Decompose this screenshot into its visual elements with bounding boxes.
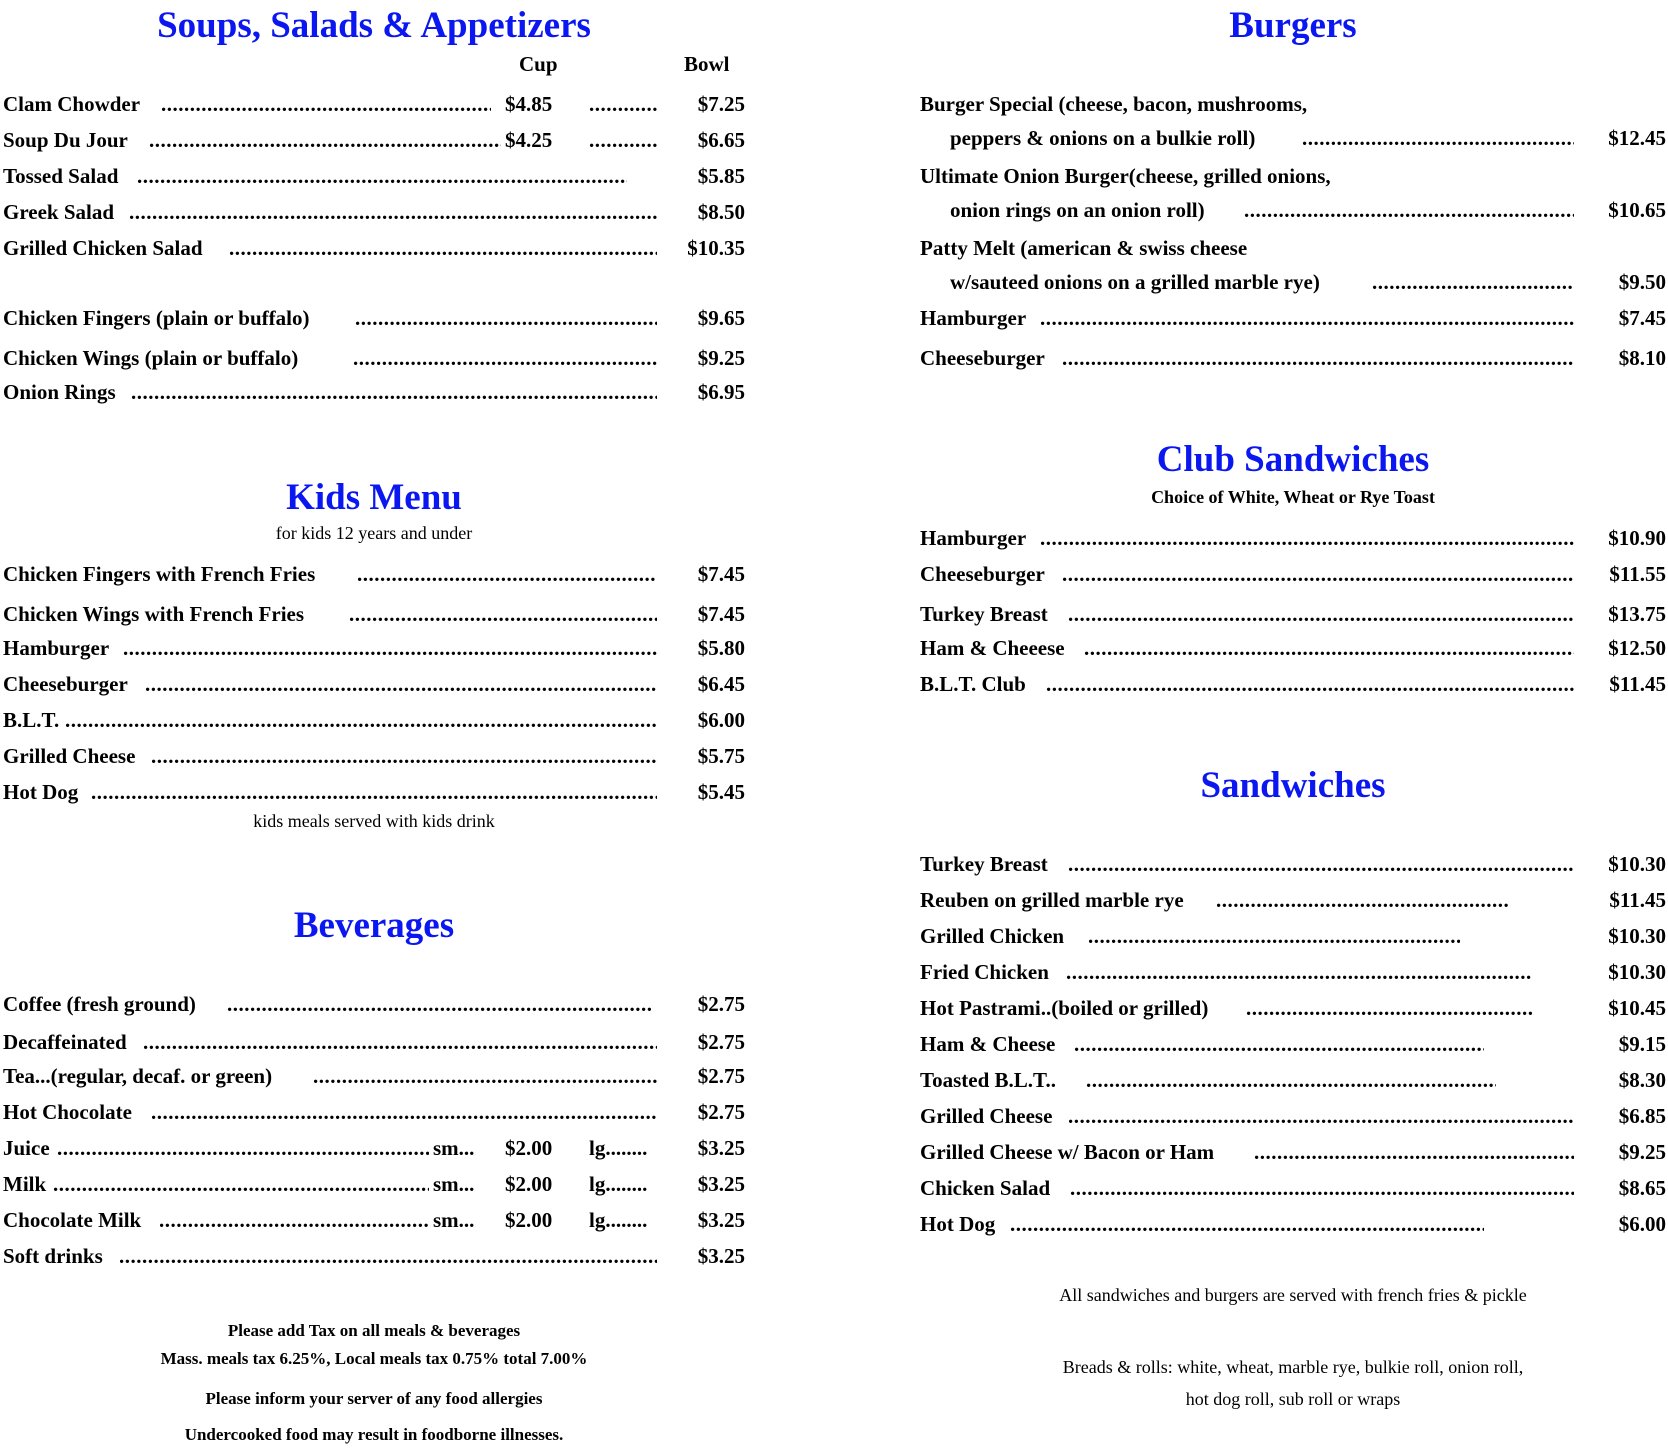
served-note: All sandwiches and burgers are served with french fries & pickle [1059, 1285, 1527, 1305]
dot-leader [1068, 850, 1574, 878]
kids-subtitle: for kids 12 years and under [275, 523, 473, 543]
dot-leader [151, 742, 657, 770]
dot-leader [1246, 994, 1532, 1022]
item-name: Onion Rings [3, 380, 116, 404]
item-name: Cheeseburger [3, 672, 128, 696]
dot-leader [149, 126, 501, 154]
dot-leader [1216, 886, 1508, 914]
item-price: $3.25 [697, 1244, 745, 1268]
item-price: $5.75 [697, 744, 745, 768]
dot-leader [589, 126, 657, 154]
item-name: Grilled Cheese [920, 1104, 1053, 1128]
item-name: Chicken Wings (plain or buffalo) [3, 346, 299, 370]
menu-item [920, 1030, 1666, 1058]
dot-leader [1086, 1066, 1496, 1094]
kids-footnote: kids meals served with kids drink [253, 811, 495, 831]
dot-leader [129, 198, 657, 226]
dot-leader [1084, 634, 1574, 662]
item-name: Soft drinks [3, 1244, 103, 1268]
small-label: sm... [433, 1172, 475, 1196]
item-price: $10.35 [687, 236, 745, 260]
item-name: Soup Du Jour [3, 128, 128, 152]
item-price: $11.45 [1609, 672, 1666, 696]
item-price: $6.65 [697, 128, 745, 152]
item-name: Fried Chicken [920, 960, 1049, 984]
dot-leader [1046, 670, 1574, 698]
dot-leader [123, 634, 657, 662]
item-name: Chicken Fingers (plain or buffalo) [3, 306, 310, 330]
menu-item-line1 [920, 162, 1666, 190]
item-name: Hot Dog [3, 780, 79, 804]
menu-item [3, 990, 745, 1018]
item-price: $2.75 [697, 1064, 745, 1088]
item-name: Hamburger [920, 526, 1027, 550]
kids-heading: Kids Menu [286, 477, 462, 518]
dot-leader [353, 344, 657, 372]
item-price: $11.55 [1609, 562, 1666, 586]
item-name: Decaffeinated [3, 1030, 127, 1054]
dot-leader [357, 560, 657, 588]
item-name-line2: peppers & onions on a bulkie roll) [950, 126, 1256, 150]
item-name: Ham & Cheeese [920, 636, 1065, 660]
item-name-line2: onion rings on an onion roll) [950, 198, 1205, 222]
menu-item [920, 958, 1666, 986]
item-price: $3.25 [697, 1208, 745, 1232]
menu-item [920, 886, 1666, 914]
item-price: $10.30 [1608, 924, 1666, 948]
allergy-notice: Please inform your server of any food allergies [205, 1389, 543, 1408]
menu-item [3, 234, 745, 262]
menu-item [920, 1210, 1666, 1238]
item-price: $10.30 [1608, 960, 1666, 984]
item-price: $3.25 [697, 1136, 745, 1160]
dot-leader [349, 600, 657, 628]
menu-item [3, 1098, 745, 1126]
menu-item [920, 670, 1666, 698]
item-price: $8.65 [1618, 1176, 1666, 1200]
item-name: Tossed Salad [3, 164, 119, 188]
item-price: $6.85 [1618, 1104, 1666, 1128]
dot-leader [1062, 560, 1574, 588]
item-price: $9.25 [1618, 1140, 1666, 1164]
breads-note-line2: hot dog roll, sub roll or wraps [1185, 1389, 1401, 1409]
menu-item [3, 126, 745, 154]
menu-item [3, 378, 745, 406]
menu-item [3, 198, 745, 226]
item-price: $10.45 [1608, 996, 1666, 1020]
dot-leader [57, 1134, 429, 1162]
item-price: $6.00 [1618, 1212, 1666, 1236]
dot-leader [145, 670, 657, 698]
dot-leader [1254, 1138, 1574, 1166]
club-subtitle: Choice of White, Wheat or Rye Toast [1151, 487, 1435, 507]
item-name: Milk [3, 1172, 47, 1196]
menu-item [3, 90, 745, 118]
item-price: $12.50 [1608, 636, 1666, 660]
menu-item [3, 304, 745, 332]
menu-item [920, 1174, 1666, 1202]
small-label: sm... [433, 1208, 475, 1232]
item-price: $7.45 [1618, 306, 1666, 330]
item-name: Cheeseburger [920, 562, 1045, 586]
item-name: Chicken Salad [920, 1176, 1051, 1200]
dot-leader [119, 1242, 657, 1270]
menu-item [920, 304, 1666, 332]
item-name: Grilled Chicken [920, 924, 1065, 948]
item-name: Greek Salad [3, 200, 115, 224]
dot-leader [1088, 922, 1460, 950]
dot-leader [589, 90, 657, 118]
item-name: Hot Chocolate [3, 1100, 132, 1124]
dot-leader [1066, 958, 1532, 986]
menu-item [3, 634, 745, 662]
menu-item [3, 1206, 745, 1234]
menu-item [3, 670, 745, 698]
item-price: $2.75 [697, 992, 745, 1016]
item-name: Clam Chowder [3, 92, 141, 116]
dot-leader [151, 1098, 657, 1126]
menu-item [920, 344, 1666, 372]
tax-notice: Please add Tax on all meals & beverages [227, 1321, 521, 1340]
item-price: $3.25 [697, 1172, 745, 1196]
dot-leader [1010, 1210, 1484, 1238]
item-price: $9.50 [1618, 270, 1666, 294]
small-label: sm... [433, 1136, 475, 1160]
small-price: $2.00 [505, 1136, 553, 1160]
dot-leader [143, 1028, 657, 1056]
dot-leader [91, 778, 657, 806]
item-name: Hot Pastrami..(boiled or grilled) [920, 996, 1209, 1020]
dot-leader [227, 990, 651, 1018]
menu-item [3, 742, 745, 770]
item-name: Juice [3, 1136, 50, 1160]
menu-item [3, 1170, 745, 1198]
item-price: $8.10 [1618, 346, 1666, 370]
dot-leader [1244, 196, 1574, 224]
item-name: Cheeseburger [920, 346, 1045, 370]
menu-item [920, 922, 1666, 950]
food-warning: Undercooked food may result in foodborne illnesses. [184, 1425, 564, 1444]
sandwiches-heading: Sandwiches [1200, 765, 1386, 806]
item-name: Grilled Cheese w/ Bacon or Ham [920, 1140, 1215, 1164]
dot-leader [159, 1206, 429, 1234]
dot-leader [1302, 124, 1574, 152]
large-label: lg........ [589, 1208, 648, 1232]
menu-item [920, 634, 1666, 662]
item-name: Chocolate Milk [3, 1208, 142, 1232]
item-price: $11.45 [1609, 888, 1666, 912]
dot-leader [1372, 268, 1574, 296]
menu-item [920, 524, 1666, 552]
menu-item [3, 1062, 745, 1090]
dot-leader [137, 162, 627, 190]
item-price: $5.85 [697, 164, 745, 188]
item-price: $8.50 [697, 200, 745, 224]
menu-item [3, 162, 745, 190]
item-name: Burger Special (cheese, bacon, mushrooms, [920, 92, 1308, 116]
dot-leader [53, 1170, 429, 1198]
menu-item [3, 344, 745, 372]
item-price: $5.45 [697, 780, 745, 804]
item-name: Ultimate Onion Burger(cheese, grilled onions, [920, 164, 1331, 188]
item-name: Turkey Breast [920, 852, 1048, 876]
beverages-heading: Beverages [293, 905, 455, 946]
small-price: $2.00 [505, 1208, 553, 1232]
breads-note-line1: Breads & rolls: white, wheat, marble rye, bulkie roll, onion roll, [1062, 1357, 1524, 1377]
menu-item-line1 [920, 234, 1666, 262]
club-heading: Club Sandwiches [1156, 439, 1430, 480]
dot-leader [229, 234, 657, 262]
dot-leader [131, 378, 657, 406]
item-price: $9.65 [697, 306, 745, 330]
item-name: Grilled Chicken Salad [3, 236, 203, 260]
menu-item [920, 600, 1666, 628]
menu-item [3, 560, 745, 588]
item-name: Chicken Fingers with French Fries [3, 562, 316, 586]
large-label: lg........ [589, 1172, 648, 1196]
item-price: $6.45 [697, 672, 745, 696]
cup-price: $4.85 [505, 92, 553, 116]
menu-item [3, 706, 745, 734]
item-name: Hamburger [3, 636, 110, 660]
item-price: $13.75 [1608, 602, 1666, 626]
small-price: $2.00 [505, 1172, 553, 1196]
menu-item [3, 1242, 745, 1270]
item-name: Coffee (fresh ground) [3, 992, 196, 1016]
bowl-label: Bowl [684, 52, 730, 76]
item-price: $7.25 [697, 92, 745, 116]
item-price: $5.80 [697, 636, 745, 660]
menu-item [920, 196, 1666, 224]
item-price: $7.45 [697, 602, 745, 626]
item-price: $9.15 [1618, 1032, 1666, 1056]
menu-item [920, 124, 1666, 152]
cup-price: $4.25 [505, 128, 553, 152]
soups-heading: Soups, Salads & Appetizers [157, 5, 591, 46]
menu-item [3, 1134, 745, 1162]
dot-leader [1074, 1030, 1484, 1058]
item-price: $9.25 [697, 346, 745, 370]
dot-leader [355, 304, 657, 332]
item-name: Hamburger [920, 306, 1027, 330]
menu-item [920, 1066, 1666, 1094]
item-name: Reuben on grilled marble rye [920, 888, 1184, 912]
dot-leader [1040, 524, 1574, 552]
item-name: Chicken Wings with French Fries [3, 602, 305, 626]
item-price: $8.30 [1618, 1068, 1666, 1092]
item-name: Hot Dog [920, 1212, 996, 1236]
item-price: $10.30 [1608, 852, 1666, 876]
menu-item [3, 600, 745, 628]
item-name: Toasted B.L.T.. [920, 1068, 1056, 1092]
dot-leader [1040, 304, 1574, 332]
tax-rates: Mass. meals tax 6.25%, Local meals tax 0.75% total 7.00% [160, 1349, 588, 1368]
item-name: Tea...(regular, decaf. or green) [3, 1064, 273, 1088]
dot-leader [1068, 1102, 1574, 1130]
item-price: $12.45 [1608, 126, 1666, 150]
menu-item [920, 1102, 1666, 1130]
menu-item [920, 994, 1666, 1022]
menu-item [920, 560, 1666, 588]
dot-leader [1062, 344, 1574, 372]
dot-leader [313, 1062, 657, 1090]
item-name: Turkey Breast [920, 602, 1048, 626]
menu-item [920, 268, 1666, 296]
dot-leader [161, 90, 491, 118]
dot-leader [1070, 1174, 1574, 1202]
dot-leader [1068, 600, 1574, 628]
menu-item [920, 1138, 1666, 1166]
item-price: $10.65 [1608, 198, 1666, 222]
large-label: lg........ [589, 1136, 648, 1160]
item-price: $7.45 [697, 562, 745, 586]
item-price: $10.90 [1608, 526, 1666, 550]
item-price: $6.00 [697, 708, 745, 732]
item-name: Grilled Cheese [3, 744, 136, 768]
menu-item [920, 850, 1666, 878]
item-name: B.L.T. Club [920, 672, 1026, 696]
item-name: Ham & Cheese [920, 1032, 1056, 1056]
item-name: B.L.T. [3, 708, 60, 732]
item-price: $2.75 [697, 1100, 745, 1124]
burgers-heading: Burgers [1229, 5, 1357, 46]
menu-item [3, 778, 745, 806]
item-price: $6.95 [697, 380, 745, 404]
menu-item [3, 1028, 745, 1056]
menu-item-line1 [920, 90, 1666, 118]
item-name-line2: w/sauteed onions on a grilled marble rye) [950, 270, 1320, 294]
item-price: $2.75 [697, 1030, 745, 1054]
cup-label: Cup [519, 52, 558, 76]
item-name: Patty Melt (american & swiss cheese [920, 236, 1248, 260]
dot-leader [65, 706, 657, 734]
